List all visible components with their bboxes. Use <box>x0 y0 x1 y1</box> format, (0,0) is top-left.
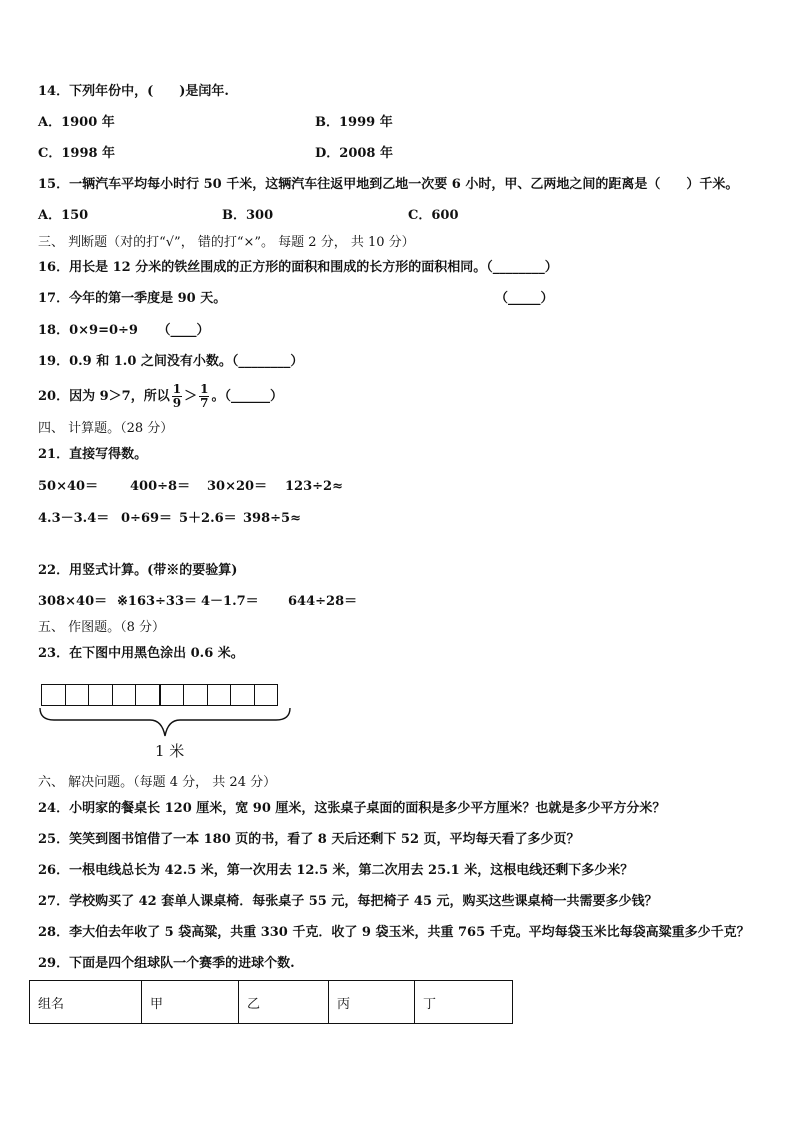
greater-than-sign: ＞ <box>184 389 198 404</box>
curly-brace <box>38 706 292 740</box>
q21-item: 50×40＝ <box>38 479 99 494</box>
q14-option-a: A．1900 年 <box>38 115 115 130</box>
q26-text: 26．一根电线总长为 42.5 米，第一次用去 12.5 米，第二次用去 25.1 米，这根电线还剩下多少米？ <box>38 863 634 878</box>
strip-cell[interactable] <box>135 684 159 706</box>
section-heading-problems: 六、 解决问题。（每题 4 分， 共 24 分） <box>38 775 277 790</box>
q28-text: 28．李大伯去年收了 5 袋高粱，共重 330 千克．收了 9 袋玉米，共重 765 千克。平均每袋玉米比每袋高粱重多少千克？ <box>38 925 750 940</box>
q17-text: 17．今年的第一季度是 90 天。 <box>38 291 227 306</box>
q16-text: 16．用长是 12 分米的铁丝围成的正方形的面积和围成的长方形的面积相同。（________） <box>38 260 558 275</box>
q14-option-c: C．1998 年 <box>38 146 116 161</box>
q19-text: 19．0.9 和 1.0 之间没有小数。（________） <box>38 354 304 369</box>
table-header-cell: 丁 <box>415 981 513 1024</box>
table-header-cell: 甲 <box>142 981 239 1024</box>
q21-stem: 21．直接写得数。 <box>38 447 148 462</box>
q17-blank[interactable]: （_____） <box>495 291 554 306</box>
q20-prefix: 20．因为 9＞7，所以 <box>38 389 170 404</box>
section-heading-judgement: 三、 判断题（对的打“√”， 错的打“×”。 每题 2 分， 共 10 分） <box>38 235 415 250</box>
q21-item: 123÷2≈ <box>285 479 343 494</box>
q22-item: 4－1.7＝ <box>201 594 259 609</box>
q18-text: 18．0×9=0÷9 （____） <box>38 323 210 338</box>
fraction-denominator: 9 <box>172 396 182 410</box>
q14-option-b: B．1999 年 <box>315 115 393 130</box>
q14-stem: 14．下列年份中，( )是闰年. <box>38 84 229 99</box>
table-header-cell: 丙 <box>329 981 415 1024</box>
strip-cell[interactable] <box>230 684 254 706</box>
section-heading-calculation: 四、 计算题。（28 分） <box>38 421 174 436</box>
fraction-one-ninth <box>172 383 182 410</box>
table-header-cell: 组名 <box>30 981 142 1024</box>
q20-suffix: 。（______） <box>211 389 283 404</box>
q14-option-d: D．2008 年 <box>315 146 393 161</box>
q15-stem: 15．一辆汽车平均每小时行 50 千米，这辆汽车往返甲地到乙地一次要 6 小时，甲、乙两地之间的距离是（ ）千米。 <box>38 177 739 192</box>
q15-option-a: A．150 <box>38 208 89 223</box>
strip-cell[interactable] <box>159 684 184 706</box>
q22-item: 644÷28＝ <box>288 594 358 609</box>
meter-strip[interactable] <box>41 684 278 706</box>
q21-item: 4.3－3.4＝ <box>38 511 110 526</box>
strip-cell[interactable] <box>112 684 136 706</box>
q15-option-c: C．600 <box>408 208 459 223</box>
strip-cell[interactable] <box>65 684 89 706</box>
q24-text: 24．小明家的餐桌长 120 厘米，宽 90 厘米，这张桌子桌面的面积是多少平方厘米？也就是多少平方分米？ <box>38 801 666 816</box>
q22-item: 308×40＝ <box>38 594 108 609</box>
strip-cell[interactable] <box>207 684 231 706</box>
table-row <box>30 981 513 1024</box>
fraction-one-seventh <box>199 383 209 410</box>
q22-stem: 22．用竖式计算。(带※的要验算) <box>38 563 238 578</box>
q21-item: 400÷8＝ <box>130 479 191 494</box>
q21-item: 30×20＝ <box>207 479 268 494</box>
strip-length-label: 1 米 <box>155 742 185 760</box>
q15-option-b: B．300 <box>222 208 274 223</box>
q22-item: ※163÷33＝ <box>117 594 198 609</box>
strip-cell[interactable] <box>183 684 207 706</box>
table-header-cell: 乙 <box>239 981 329 1024</box>
strip-cell[interactable] <box>41 684 65 706</box>
q23-stem: 23．在下图中用黑色涂出 0.6 米。 <box>38 646 244 661</box>
goals-table <box>29 980 513 1024</box>
strip-cell[interactable] <box>88 684 112 706</box>
q21-item: 5＋2.6＝ <box>179 511 237 526</box>
q25-text: 25．笑笑到图书馆借了一本 180 页的书，看了 8 天后还剩下 52 页，平均每天看了多少页？ <box>38 832 580 847</box>
q21-item: 0÷69＝ <box>121 511 173 526</box>
fraction-numerator: 1 <box>200 382 209 396</box>
q27-text: 27．学校购买了 42 套单人课桌椅．每张桌子 55 元，每把椅子 45 元，购买这些课桌椅一共需要多少钱？ <box>38 894 658 909</box>
fraction-numerator: 1 <box>172 382 182 396</box>
section-heading-drawing: 五、 作图题。（8 分） <box>38 620 166 635</box>
strip-cell[interactable] <box>254 684 279 706</box>
q20-text <box>38 381 283 413</box>
q29-stem: 29．下面是四个组球队一个赛季的进球个数. <box>38 956 295 971</box>
fraction-denominator: 7 <box>200 396 209 410</box>
q21-item: 398÷5≈ <box>243 511 301 526</box>
